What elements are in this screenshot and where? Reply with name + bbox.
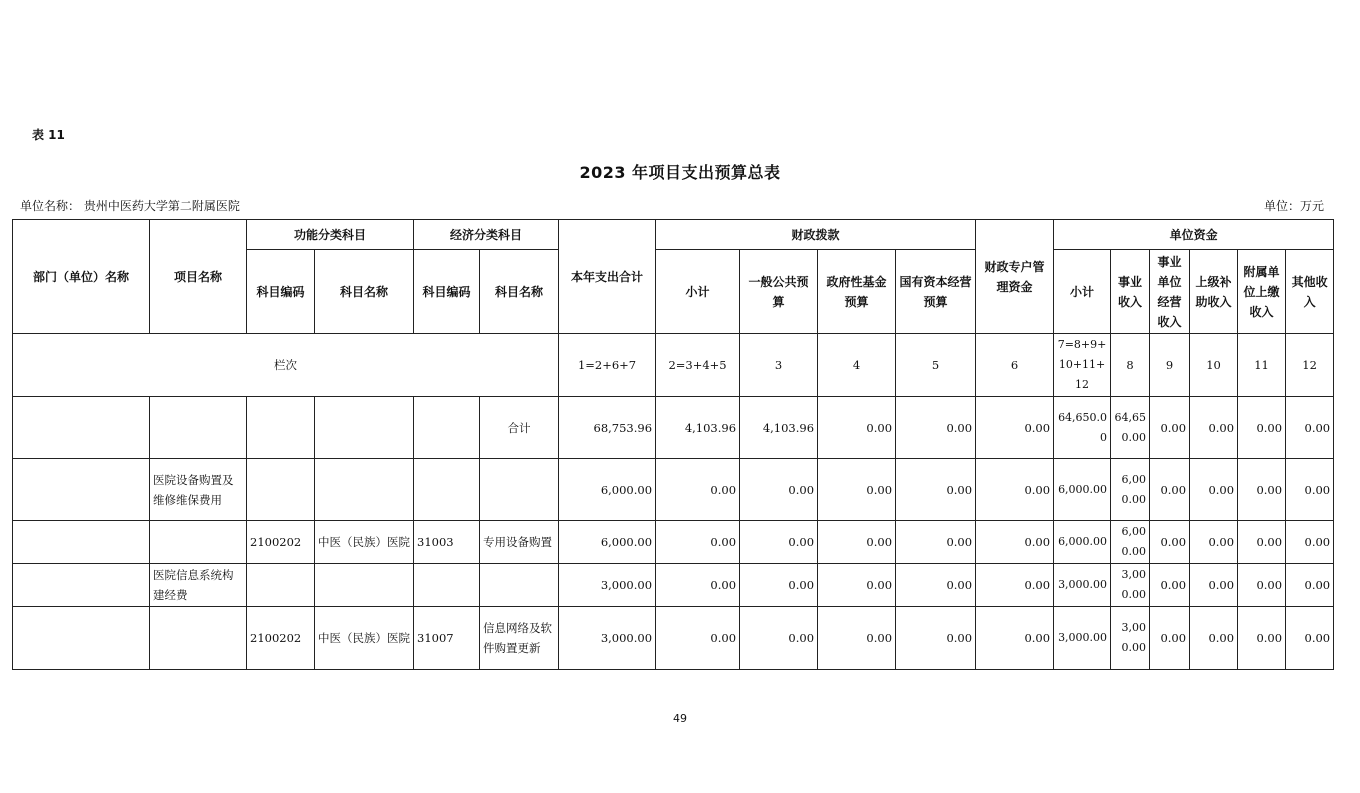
column-index-cell: 5 (896, 334, 976, 397)
total-cell: 3,000.00 (559, 564, 656, 607)
project-cell (150, 521, 247, 564)
total-cell: 6,000.00 (559, 459, 656, 521)
table-row (13, 521, 1334, 564)
dept-cell (13, 564, 150, 607)
gov-fund-cell: 0.00 (818, 397, 896, 459)
header-affiliated: 附属单位上缴收入 (1238, 250, 1286, 334)
project-cell: 医院信息系统构建经费 (150, 564, 247, 607)
econ-name-cell: 信息网络及软件购置更新 (480, 607, 559, 670)
project-cell (150, 397, 247, 459)
state-capital-cell: 0.00 (896, 459, 976, 521)
business-cell: 3,000.00 (1111, 607, 1150, 670)
special-cell: 0.00 (976, 521, 1054, 564)
table-number: 表 11 (32, 128, 65, 142)
header-func-code: 科目编码 (247, 250, 315, 334)
general-cell: 0.00 (740, 564, 818, 607)
fiscal-subtotal-cell: 0.00 (656, 564, 740, 607)
header-project: 项目名称 (150, 220, 247, 334)
header-unit-subtotal: 小计 (1054, 250, 1111, 334)
table-row (13, 564, 1334, 607)
document-title: 2023 年项目支出预算总表 (579, 163, 781, 182)
func-name-cell (315, 459, 414, 521)
dept-cell (13, 459, 150, 521)
econ-name-cell: 合计 (480, 397, 559, 459)
unit-name: 单位名称： 贵州中医药大学第二附属医院 (20, 199, 240, 213)
table-row (13, 607, 1334, 670)
business-cell: 64,650.00 (1111, 397, 1150, 459)
special-cell: 0.00 (976, 397, 1054, 459)
unit-subtotal-cell: 3,000.00 (1054, 607, 1111, 670)
fiscal-subtotal-cell: 0.00 (656, 459, 740, 521)
business-op-cell: 0.00 (1150, 521, 1190, 564)
other-cell: 0.00 (1286, 521, 1334, 564)
total-cell: 6,000.00 (559, 521, 656, 564)
subsidy-cell: 0.00 (1190, 397, 1238, 459)
total-cell: 68,753.96 (559, 397, 656, 459)
table-row (13, 459, 1334, 521)
func-code-cell: 2100202 (247, 607, 315, 670)
unit-subtotal-cell: 64,650.00 (1054, 397, 1111, 459)
general-cell: 0.00 (740, 459, 818, 521)
column-index-cell: 9 (1150, 334, 1190, 397)
affiliated-cell: 0.00 (1238, 607, 1286, 670)
subsidy-cell: 0.00 (1190, 607, 1238, 670)
econ-code-cell (414, 564, 480, 607)
table-row-total (13, 397, 1334, 459)
project-expenditure-table (12, 219, 1334, 670)
func-name-cell (315, 564, 414, 607)
gov-fund-cell: 0.00 (818, 607, 896, 670)
column-index-cell: 10 (1190, 334, 1238, 397)
other-cell: 0.00 (1286, 564, 1334, 607)
header-func-group: 功能分类科目 (247, 220, 414, 250)
business-cell: 3,000.00 (1111, 564, 1150, 607)
unit-label: 单位：万元 (1263, 199, 1324, 213)
econ-code-cell (414, 397, 480, 459)
column-index-cell: 7=8+9+10+11+12 (1054, 334, 1111, 397)
func-code-cell (247, 459, 315, 521)
dept-cell (13, 521, 150, 564)
business-cell: 6,000.00 (1111, 521, 1150, 564)
econ-code-cell: 31003 (414, 521, 480, 564)
header-fiscal-subtotal: 小计 (656, 250, 740, 334)
subsidy-cell: 0.00 (1190, 459, 1238, 521)
header-fiscal-group: 财政拨款 (656, 220, 976, 250)
func-code-cell (247, 397, 315, 459)
fiscal-subtotal-cell: 0.00 (656, 521, 740, 564)
header-special: 财政专户管理资金 (976, 220, 1054, 334)
gov-fund-cell: 0.00 (818, 459, 896, 521)
column-index-cell: 6 (976, 334, 1054, 397)
func-name-cell (315, 397, 414, 459)
subsidy-cell: 0.00 (1190, 564, 1238, 607)
econ-name-cell (480, 459, 559, 521)
func-code-cell (247, 564, 315, 607)
other-cell: 0.00 (1286, 459, 1334, 521)
special-cell: 0.00 (976, 564, 1054, 607)
affiliated-cell: 0.00 (1238, 459, 1286, 521)
header-total: 本年支出合计 (559, 220, 656, 334)
state-capital-cell: 0.00 (896, 607, 976, 670)
econ-name-cell: 专用设备购置 (480, 521, 559, 564)
project-cell (150, 607, 247, 670)
econ-name-cell (480, 564, 559, 607)
dept-cell (13, 607, 150, 670)
header-econ-code: 科目编码 (414, 250, 480, 334)
econ-code-cell: 31007 (414, 607, 480, 670)
business-op-cell: 0.00 (1150, 397, 1190, 459)
affiliated-cell: 0.00 (1238, 521, 1286, 564)
header-econ-name: 科目名称 (480, 250, 559, 334)
other-cell: 0.00 (1286, 607, 1334, 670)
gov-fund-cell: 0.00 (818, 521, 896, 564)
header-general: 一般公共预算 (740, 250, 818, 334)
column-index-cell: 4 (818, 334, 896, 397)
subsidy-cell: 0.00 (1190, 521, 1238, 564)
other-cell: 0.00 (1286, 397, 1334, 459)
unit-subtotal-cell: 6,000.00 (1054, 521, 1111, 564)
header-gov-fund: 政府性基金预算 (818, 250, 896, 334)
column-index-cell: 12 (1286, 334, 1334, 397)
header-business-op: 事业单位经营收入 (1150, 250, 1190, 334)
func-name-cell: 中医（民族）医院 (315, 521, 414, 564)
column-index-cell: 3 (740, 334, 818, 397)
header-econ-group: 经济分类科目 (414, 220, 559, 250)
business-op-cell: 0.00 (1150, 459, 1190, 521)
econ-code-cell (414, 459, 480, 521)
gov-fund-cell: 0.00 (818, 564, 896, 607)
business-cell: 6,000.00 (1111, 459, 1150, 521)
dept-cell (13, 397, 150, 459)
header-func-name: 科目名称 (315, 250, 414, 334)
general-cell: 0.00 (740, 607, 818, 670)
column-index-cell: 11 (1238, 334, 1286, 397)
business-op-cell: 0.00 (1150, 564, 1190, 607)
unit-subtotal-cell: 6,000.00 (1054, 459, 1111, 521)
column-index-row (13, 334, 1334, 397)
project-cell: 医院设备购置及维修维保费用 (150, 459, 247, 521)
column-index-cell: 8 (1111, 334, 1150, 397)
header-dept: 部门（单位）名称 (13, 220, 150, 334)
business-op-cell: 0.00 (1150, 607, 1190, 670)
total-cell: 3,000.00 (559, 607, 656, 670)
general-cell: 4,103.96 (740, 397, 818, 459)
func-code-cell: 2100202 (247, 521, 315, 564)
column-index-cell: 1=2+6+7 (559, 334, 656, 397)
fiscal-subtotal-cell: 0.00 (656, 607, 740, 670)
fiscal-subtotal-cell: 4,103.96 (656, 397, 740, 459)
special-cell: 0.00 (976, 607, 1054, 670)
unit-subtotal-cell: 3,000.00 (1054, 564, 1111, 607)
func-name-cell: 中医（民族）医院 (315, 607, 414, 670)
page-number: 49 (673, 712, 687, 725)
header-subsidy: 上级补助收入 (1190, 250, 1238, 334)
column-index-label: 栏次 (13, 334, 559, 397)
state-capital-cell: 0.00 (896, 397, 976, 459)
special-cell: 0.00 (976, 459, 1054, 521)
state-capital-cell: 0.00 (896, 564, 976, 607)
header-other: 其他收入 (1286, 250, 1334, 334)
affiliated-cell: 0.00 (1238, 397, 1286, 459)
header-unit-group: 单位资金 (1054, 220, 1334, 250)
header-business: 事业收入 (1111, 250, 1150, 334)
general-cell: 0.00 (740, 521, 818, 564)
header-state-capital: 国有资本经营预算 (896, 250, 976, 334)
affiliated-cell: 0.00 (1238, 564, 1286, 607)
state-capital-cell: 0.00 (896, 521, 976, 564)
column-index-cell: 2=3+4+5 (656, 334, 740, 397)
